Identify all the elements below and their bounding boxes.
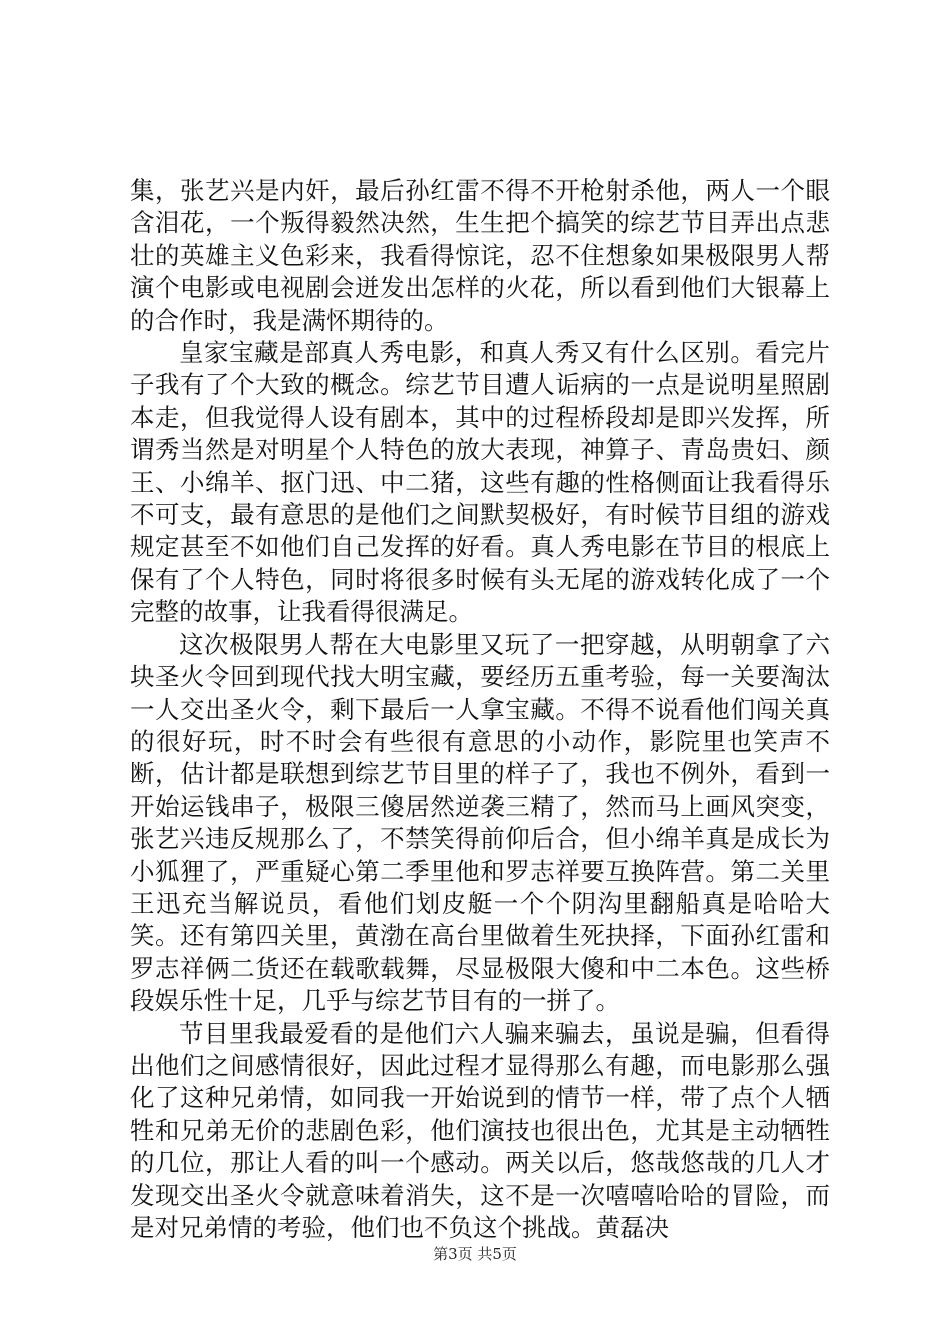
paragraph-1: 集，张艺兴是内奸，最后孙红雷不得不开枪射杀他，两人一个眼含泪花，一个叛得毅然决然，生生把个搞笑的综艺节目弄出点悲壮的英雄主义色彩来，我看得惊诧，忍不住想象如果极限男人帮演个电影或电视剧会迸发出怎样的火花，所以看到他们大银幕上的合作时，我是满怀期待的。 <box>130 176 830 335</box>
body-text <box>130 175 830 1244</box>
paragraph-4: 节目里我最爱看的是他们六人骗来骗去，虽说是骗，但看得出他们之间感情很好，因此过程才显得那么有趣，而电影那么强化了这种兄弟情，如同我一开始说到的情节一样，带了点个人牺牲和兄弟无价的悲剧色彩，他们演技也很出色，尤其是主动牺牲的几位，那让人看的叫一个感动。两关以后，悠哉悠哉的几人才发现交出圣火令就意味着消失，这不是一次嘻嘻哈哈的冒险，而是对兄弟情的考验，他们也不负这个挑战。黄磊决 <box>130 1018 830 1242</box>
paragraph-3: 这次极限男人帮在大电影里又玩了一把穿越，从明朝拿了六块圣火令回到现代找大明宝藏，要经历五重考验，每一关要淘汰一人交出圣火令，剩下最后一人拿宝藏。不得不说看他们闯关真的很好玩，时不时会有些很有意思的小动作，影院里也笑声不断，估计都是联想到综艺节目里的样子了，我也不例外，看到一开始运钱串子，极限三傻居然逆袭三精了，然而马上画风突变，张艺兴违反规那么了，不禁笑得前仰后合，但小绵羊真是成长为小狐狸了，严重疑心第二季里他和罗志祥要互换阵营。第二关里王迅充当解说员，看他们划皮艇一个个阴沟里翻船真是哈哈大笑。还有第四关里，黄渤在高台里做着生死抉择，下面孙红雷和罗志祥俩二货还在载歌载舞，尽显极限大傻和中二本色。这些桥段娱乐性十足，几乎与综艺节目有的一拼了。 <box>130 629 830 1016</box>
paragraph-2: 皇家宝藏是部真人秀电影，和真人秀又有什么区别。看完片子我有了个大致的概念。综艺节目遭人诟病的一点是说明星照剧本走，但我觉得人设有剧本，其中的过程桥段却是即兴发挥，所谓秀当然是对明星个人特色的放大表现，神算子、青岛贵妇、颜王、小绵羊、抠门迅、中二猪，这些有趣的性格侧面让我看得乐不可支，最有意思的是他们之间默契极好，有时候节目组的游戏规定甚至不如他们自己发挥的好看。真人秀电影在节目的根底上保有了个人特色，同时将很多时候有头无尾的游戏转化成了一个完整的故事，让我看得很满足。 <box>130 338 830 627</box>
page-footer: 第3页 共5页 <box>433 1245 517 1263</box>
